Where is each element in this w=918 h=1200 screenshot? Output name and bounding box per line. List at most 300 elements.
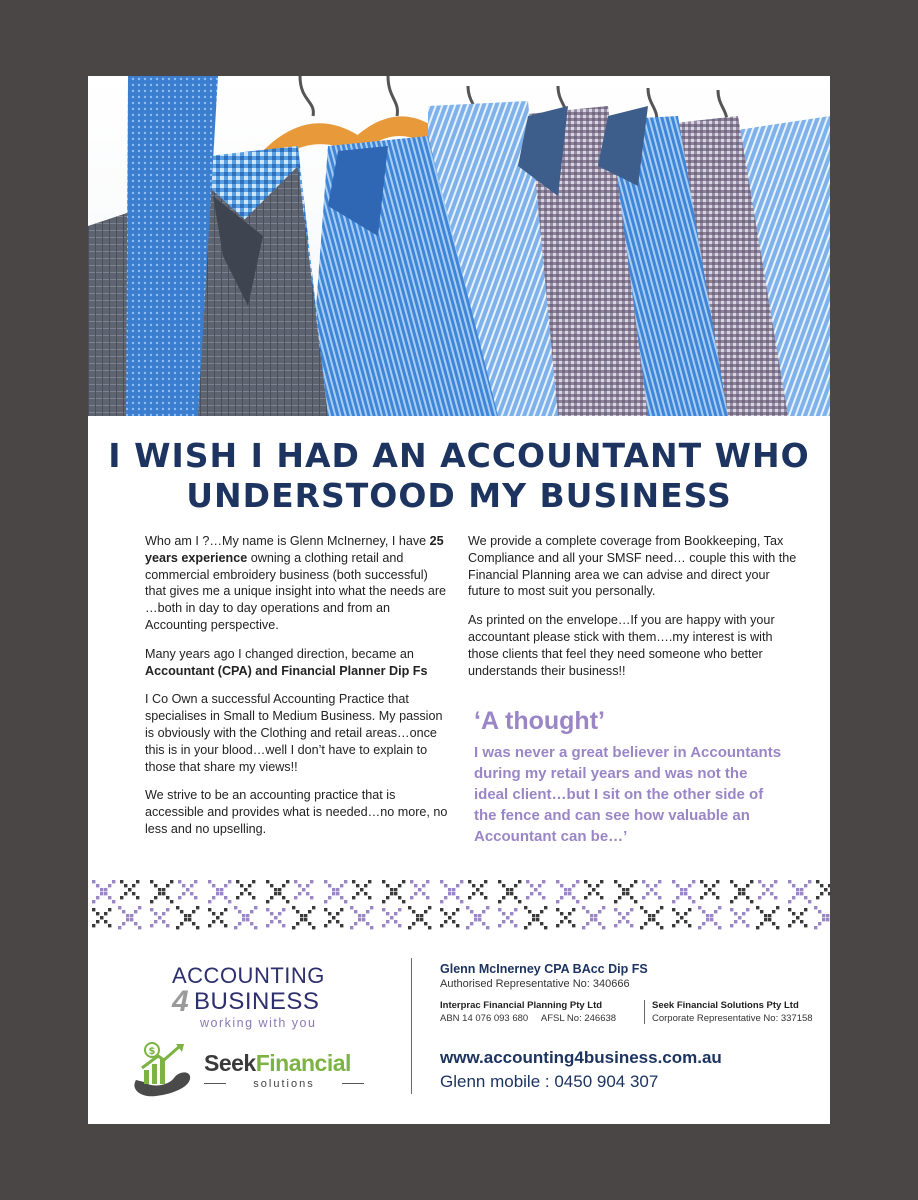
stitch-cell (644, 910, 647, 913)
stitch-cell (304, 918, 307, 921)
stitch-cell (254, 906, 257, 909)
stitch-cell (626, 892, 629, 895)
stitch-cell (130, 918, 133, 921)
stitch-cell (386, 912, 389, 915)
seek-word: Seek (204, 1050, 256, 1076)
stitch-cell (658, 880, 661, 883)
stitch-cell (498, 900, 501, 903)
stitch-cell (298, 884, 301, 887)
stitch-cell (452, 920, 455, 923)
stitch-cell (92, 924, 95, 927)
stitch-cell (648, 918, 651, 921)
financial-word: Financial (255, 1050, 351, 1076)
seek-financial-wordmark (204, 1050, 351, 1077)
stitch-cell (586, 922, 589, 925)
stitch-cell (224, 884, 227, 887)
stitch-cell (542, 896, 545, 899)
stitch-cell (738, 888, 741, 891)
stitch-cell (584, 896, 587, 899)
stitch-cell (112, 880, 115, 883)
stitch-cell (440, 908, 443, 911)
seek-financial-logo (130, 1042, 370, 1098)
stitch-cell (712, 892, 715, 895)
stitch-cell (818, 922, 821, 925)
stitch-cell (820, 892, 823, 895)
stitch-cell (560, 896, 563, 899)
stitch-cell (274, 892, 277, 895)
stitch-cell (702, 910, 705, 913)
stitch-cell (822, 918, 825, 921)
stitch-cell (270, 884, 273, 887)
stitch-cell (808, 880, 811, 883)
stitch-cell (498, 880, 501, 883)
stitch-cell (266, 924, 269, 927)
stitch-cell (452, 912, 455, 915)
stitch-cell (672, 924, 675, 927)
stitch-cell (502, 884, 505, 887)
stitch-cell (630, 896, 633, 899)
stitch-cell (340, 924, 343, 927)
stitch-cell (162, 888, 165, 891)
stitch-cell (576, 900, 579, 903)
stitch-cell (626, 920, 629, 923)
stitch-cell (336, 912, 339, 915)
logo-tagline: working with you (200, 1016, 317, 1030)
stitch-cell (312, 906, 315, 909)
stitch-cell (336, 888, 339, 891)
stitch-cell (104, 892, 107, 895)
career-text: Many years ago I changed direction, became an (145, 646, 414, 661)
stitch-cell (212, 896, 215, 899)
stitch-cell (382, 880, 385, 883)
stitch-cell (540, 922, 543, 925)
stitch-cell (228, 880, 231, 883)
stitch-cell (738, 916, 741, 919)
stitch-cell (402, 900, 405, 903)
stitch-cell (270, 896, 273, 899)
stitch-cell (242, 914, 245, 917)
stitch-cell (470, 922, 473, 925)
stitch-cell (170, 900, 173, 903)
stitch-cell (350, 926, 353, 929)
stitch-cell (386, 920, 389, 923)
stitch-cell (676, 920, 679, 923)
stitch-cell (582, 906, 585, 909)
stitch-cell (364, 884, 367, 887)
stitch-cell (150, 880, 153, 883)
stitch-cell (158, 916, 161, 919)
stitch-cell (362, 914, 365, 917)
stitch-cell (514, 896, 517, 899)
stitch-cell (224, 896, 227, 899)
stitch-cell (452, 892, 455, 895)
stitch-cell (332, 916, 335, 919)
stitch-cell (514, 924, 517, 927)
stitch-cell (618, 920, 621, 923)
stitch-cell (734, 884, 737, 887)
stitch-cell (672, 880, 675, 883)
stitch-cell (440, 924, 443, 927)
stitch-cell (354, 922, 357, 925)
stitch-cell (398, 896, 401, 899)
stitch-cell (598, 922, 601, 925)
stitch-cell (386, 896, 389, 899)
stitch-cell (328, 920, 331, 923)
stitch-cell (650, 888, 653, 891)
stitch-cell (614, 900, 617, 903)
stitch-cell (698, 926, 701, 929)
stitch-cell (96, 920, 99, 923)
stitch-cell (292, 926, 295, 929)
stitch-cell (250, 910, 253, 913)
stitch-cell (814, 926, 817, 929)
stitch-cell (652, 914, 655, 917)
stitch-cell (158, 892, 161, 895)
stitch-cell (654, 892, 657, 895)
stitch-cell (96, 884, 99, 887)
stitch-cell (804, 924, 807, 927)
stitch-cell (518, 900, 521, 903)
stitch-cell (138, 926, 141, 929)
stitch-cell (212, 920, 215, 923)
stitch-cell (336, 892, 339, 895)
stitch-cell (542, 880, 545, 883)
company-seek (644, 1000, 830, 1024)
stitch-cell (426, 880, 429, 883)
stitch-cell (390, 892, 393, 895)
stitch-cell (390, 888, 393, 891)
stitch-cell (184, 914, 187, 917)
stitch-cell (452, 888, 455, 891)
stitch-cell (366, 922, 369, 925)
stitch-cell (538, 884, 541, 887)
stitch-cell (416, 914, 419, 917)
stitch-cell (176, 926, 179, 929)
stitch-cell (252, 880, 255, 883)
stitch-cell (250, 922, 253, 925)
stitch-cell (572, 924, 575, 927)
stitch-cell (104, 888, 107, 891)
stitch-cell (688, 884, 691, 887)
stitch-cell (622, 916, 625, 919)
stitch-cell (350, 906, 353, 909)
stitch-cell (216, 892, 219, 895)
stitch-cell (158, 888, 161, 891)
stitch-cell (800, 912, 803, 915)
stitch-cell (596, 892, 599, 895)
stitch-cell (386, 884, 389, 887)
stitch-cell (594, 918, 597, 921)
company-a-detail: ABN 14 076 093 680 AFSL No: 246638 (440, 1013, 617, 1024)
stitch-cell (792, 884, 795, 887)
stitch-cell (792, 920, 795, 923)
stitch-cell (382, 924, 385, 927)
stitch-cell (420, 918, 423, 921)
stitch-cell (804, 896, 807, 899)
stitch-cell (474, 914, 477, 917)
stitch-cell (166, 924, 169, 927)
stitch-cell (136, 880, 139, 883)
stitch-cell (424, 910, 427, 913)
stitch-cell (150, 908, 153, 911)
stitch-cell (764, 918, 767, 921)
stitch-cell (308, 910, 311, 913)
stitch-cell (648, 914, 651, 917)
stitch-cell (154, 920, 157, 923)
stitch-cell (656, 922, 659, 925)
stitch-cell (498, 908, 501, 911)
stitch-cell (644, 922, 647, 925)
stitch-cell (600, 896, 603, 899)
stitch-cell (92, 900, 95, 903)
stitch-cell (478, 914, 481, 917)
qualification-highlight: Accountant (CPA) and Financial Planner Dip Fs (145, 663, 428, 678)
stitch-cell (456, 896, 459, 899)
stitch-cell (792, 912, 795, 915)
stitch-cell (568, 888, 571, 891)
stitch-cell (704, 892, 707, 895)
stitch-cell (166, 908, 169, 911)
stitch-cell (820, 884, 823, 887)
stitch-cell (154, 896, 157, 899)
stitch-cell (572, 884, 575, 887)
stitch-cell (448, 892, 451, 895)
stitch-cell (564, 916, 567, 919)
stitch-cell (190, 884, 193, 887)
stitch-cell (530, 884, 533, 887)
stitch-cell (622, 892, 625, 895)
stitch-cell (476, 888, 479, 891)
stitch-cell (212, 912, 215, 915)
stitch-cell (418, 888, 421, 891)
stitch-cell (796, 888, 799, 891)
stitch-cell (800, 920, 803, 923)
stitch-cell (266, 908, 269, 911)
logo-rule-right (342, 1083, 364, 1084)
stitch-cell (530, 892, 533, 895)
stitch-cell (480, 892, 483, 895)
stitch-cell (518, 880, 521, 883)
stitch-cell (456, 884, 459, 887)
stitch-cell (796, 892, 799, 895)
stitch-cell (224, 908, 227, 911)
stitch-cell (412, 922, 415, 925)
stitch-cell (128, 888, 131, 891)
stitch-cell (394, 920, 397, 923)
stitch-cell (602, 906, 605, 909)
company-a-name: Interprac Financial Planning Pty Ltd (440, 1000, 603, 1011)
stitch-cell (788, 880, 791, 883)
stitch-cell (286, 900, 289, 903)
experience-highlight: 25 years experience (145, 534, 444, 565)
stitch-cell (734, 912, 737, 915)
stitch-cell (302, 888, 305, 891)
stitch-cell (528, 910, 531, 913)
stitch-cell (134, 910, 137, 913)
stitch-cell (788, 908, 791, 911)
stitch-cell (428, 926, 431, 929)
stitch-cell (568, 912, 571, 915)
stitch-cell (572, 896, 575, 899)
stitch-cell (540, 910, 543, 913)
stitch-cell (238, 910, 241, 913)
stitch-cell (422, 884, 425, 887)
stitch-cell (676, 912, 679, 915)
stitch-cell (132, 884, 135, 887)
company-b-detail: Corporate Representative No: 337158 (652, 1013, 813, 1024)
stitch-cell (746, 908, 749, 911)
stitch-cell (706, 914, 709, 917)
stitch-cell (474, 918, 477, 921)
stitch-cell (804, 884, 807, 887)
stitch-cell (364, 892, 367, 895)
stitch-cell (296, 910, 299, 913)
stitch-cell (614, 924, 617, 927)
authorised-rep-number: Authorised Representative No: 340666 (440, 978, 630, 990)
stitch-cell (652, 918, 655, 921)
stitch-cell (742, 920, 745, 923)
stitch-cell (194, 880, 197, 883)
stitch-cell (448, 888, 451, 891)
stitch-cell (746, 924, 749, 927)
stitch-cell (382, 900, 385, 903)
stitch-cell (672, 900, 675, 903)
stitch-cell (756, 926, 759, 929)
stitch-cell (444, 912, 447, 915)
intro-paragraph (145, 533, 451, 634)
stitch-cell (176, 906, 179, 909)
stitch-cell (556, 908, 559, 911)
stitch-cell (236, 880, 239, 883)
envelope-paragraph: As printed on the envelope…If you are happy with your accountant please stick with them….my interest is with those clients that feel they need someone who better understands their business!! (468, 613, 775, 678)
stitch-cell (766, 888, 769, 891)
stitch-cell (456, 924, 459, 927)
stitch-cell (626, 888, 629, 891)
stitch-cell (312, 926, 315, 929)
stitch-cell (352, 880, 355, 883)
stitch-cell (444, 896, 447, 899)
stitch-cell (266, 900, 269, 903)
stitch-cell (428, 906, 431, 909)
stitch-cell (356, 884, 359, 887)
stitch-cell (96, 896, 99, 899)
stitch-cell (560, 884, 563, 887)
stitch-cell (368, 880, 371, 883)
stitch-cell (626, 912, 629, 915)
stitch-cell (788, 924, 791, 927)
stitch-cell (742, 892, 745, 895)
stitch-cell (640, 906, 643, 909)
stitch-cell (294, 896, 297, 899)
stitch-cell (244, 888, 247, 891)
stitch-cell (544, 926, 547, 929)
headline-line-2: UNDERSTOOD MY BUSINESS (186, 476, 732, 515)
stitch-cell (234, 926, 237, 929)
stitch-cell (484, 896, 487, 899)
stitch-cell (750, 900, 753, 903)
stitch-cell (756, 906, 759, 909)
stitch-cell (818, 910, 821, 913)
stitch-cell (804, 908, 807, 911)
stitch-cell (588, 884, 591, 887)
practice-paragraph: I Co Own a successful Accounting Practice that specialises in Small to Medium Business. My passion is obviously with the Clothing and retail areas…once this is in your blood…well I don’t have to explain to those that share my views!! (145, 692, 443, 774)
stitch-cell (758, 896, 761, 899)
stitch-cell (150, 900, 153, 903)
stitch-cell (340, 884, 343, 887)
stitch-cell (440, 880, 443, 883)
stitch-cell (524, 906, 527, 909)
stitch-cell (738, 892, 741, 895)
stitch-cell (328, 912, 331, 915)
stitch-cell (466, 926, 469, 929)
stitch-cell (182, 892, 185, 895)
stitch-cell (630, 924, 633, 927)
stitch-cell (746, 884, 749, 887)
stitch-cell (324, 900, 327, 903)
stitch-cell (544, 906, 547, 909)
footer (88, 946, 830, 1124)
stitch-cell (528, 922, 531, 925)
stitch-cell (734, 896, 737, 899)
stitch-cell (684, 888, 687, 891)
stitch-cell (220, 920, 223, 923)
intro-text-start: Who am I ?…My name is Glenn McInerney, I have (145, 534, 430, 548)
stitch-cell (182, 884, 185, 887)
stitch-cell (270, 920, 273, 923)
stitch-cell (730, 908, 733, 911)
stitch-cell (190, 892, 193, 895)
stitch-cell (822, 914, 825, 917)
stitch-cell (800, 888, 803, 891)
stitch-cell (524, 926, 527, 929)
stitch-cell (576, 880, 579, 883)
stitch-cell (770, 892, 773, 895)
stitch-cell (556, 924, 559, 927)
growth-chart-icon (130, 1042, 198, 1098)
stitch-cell (296, 922, 299, 925)
stitch-cell (306, 892, 309, 895)
stitch-cell (718, 906, 721, 909)
stitch-cell (100, 916, 103, 919)
stitch-cell (356, 892, 359, 895)
stitch-cell (132, 892, 135, 895)
intro-text-end: owning a clothing retail and commercial embroidery business (both successful) that gives me a unique insight into what the needs are …both in day to day operations and from an Accounting perspective. (145, 550, 447, 632)
stitch-cell (730, 880, 733, 883)
stitch-cell (394, 892, 397, 895)
website-link[interactable]: www.accounting4business.com.au (440, 1048, 722, 1067)
stitch-cell (592, 888, 595, 891)
stitch-cell (192, 910, 195, 913)
stitch-cell (634, 900, 637, 903)
stitch-cell (486, 906, 489, 909)
stitch-cell (246, 914, 249, 917)
stitch-cell (742, 912, 745, 915)
stitch-cell (472, 892, 475, 895)
hero-shirts-image (88, 76, 830, 416)
stitch-cell (460, 900, 463, 903)
logo-accounting-text: ACCOUNTING (172, 963, 325, 988)
stitch-cell (770, 884, 773, 887)
stitch-cell (680, 888, 683, 891)
stitch-cell (660, 926, 663, 929)
stitch-cell (126, 914, 129, 917)
stitch-cell (254, 926, 257, 929)
stitch-cell (108, 908, 111, 911)
stitch-cell (502, 912, 505, 915)
stitch-cell (680, 916, 683, 919)
stitch-cell (136, 896, 139, 899)
stitch-cell (308, 922, 311, 925)
